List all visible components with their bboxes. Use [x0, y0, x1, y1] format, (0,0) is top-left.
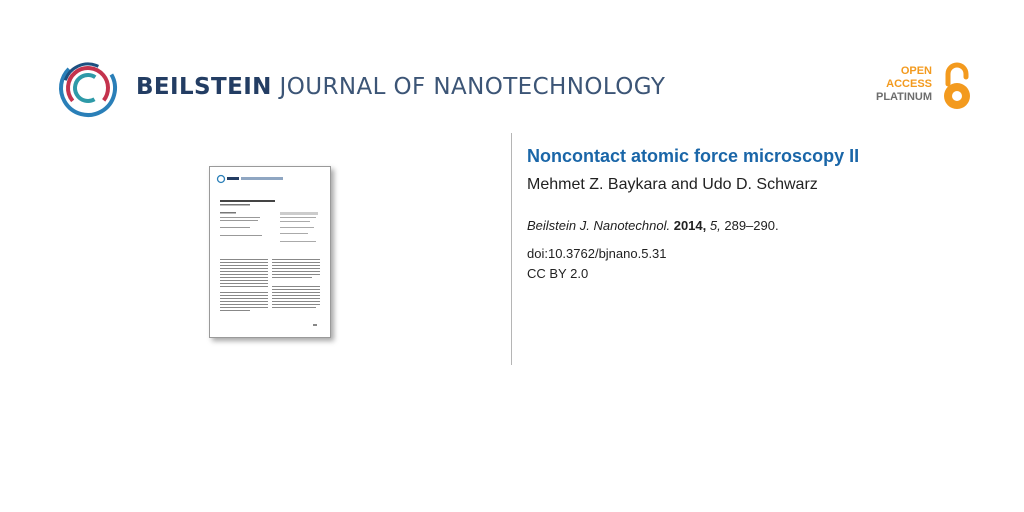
- journal-name-rest: JOURNAL OF NANOTECHNOLOGY: [279, 74, 666, 100]
- article-authors: Mehmet Z. Baykara and Udo D. Schwarz: [527, 176, 818, 193]
- open-access-line1: OPEN: [900, 65, 932, 77]
- citation-year: 2014,: [673, 218, 707, 233]
- article-thumbnail[interactable]: [209, 166, 331, 338]
- open-lock-icon: [940, 62, 974, 112]
- beilstein-logo-icon: [56, 56, 120, 120]
- open-access-text: [876, 65, 932, 104]
- open-access-line3: PLATINUM: [875, 91, 932, 103]
- journal-name-bold: BEILSTEIN: [136, 74, 272, 100]
- open-access-line2: ACCESS: [886, 78, 932, 90]
- citation-journal: Beilstein J. Nanotechnol.: [527, 218, 671, 233]
- open-access-badge: [858, 62, 978, 112]
- article-page-preview: [210, 167, 330, 337]
- journal-header: [56, 56, 976, 120]
- citation-volume: 5,: [709, 218, 721, 233]
- article-title[interactable]: Noncontact atomic force microscopy II: [527, 146, 860, 166]
- citation-pages: 289–290.: [724, 218, 779, 233]
- journal-title: [136, 74, 665, 100]
- article-license: CC BY 2.0: [527, 266, 589, 281]
- vertical-divider: [511, 133, 512, 365]
- article-info: [527, 146, 1007, 281]
- article-citation: [527, 218, 1007, 233]
- article-doi[interactable]: doi:10.3762/bjnano.5.31: [527, 246, 667, 261]
